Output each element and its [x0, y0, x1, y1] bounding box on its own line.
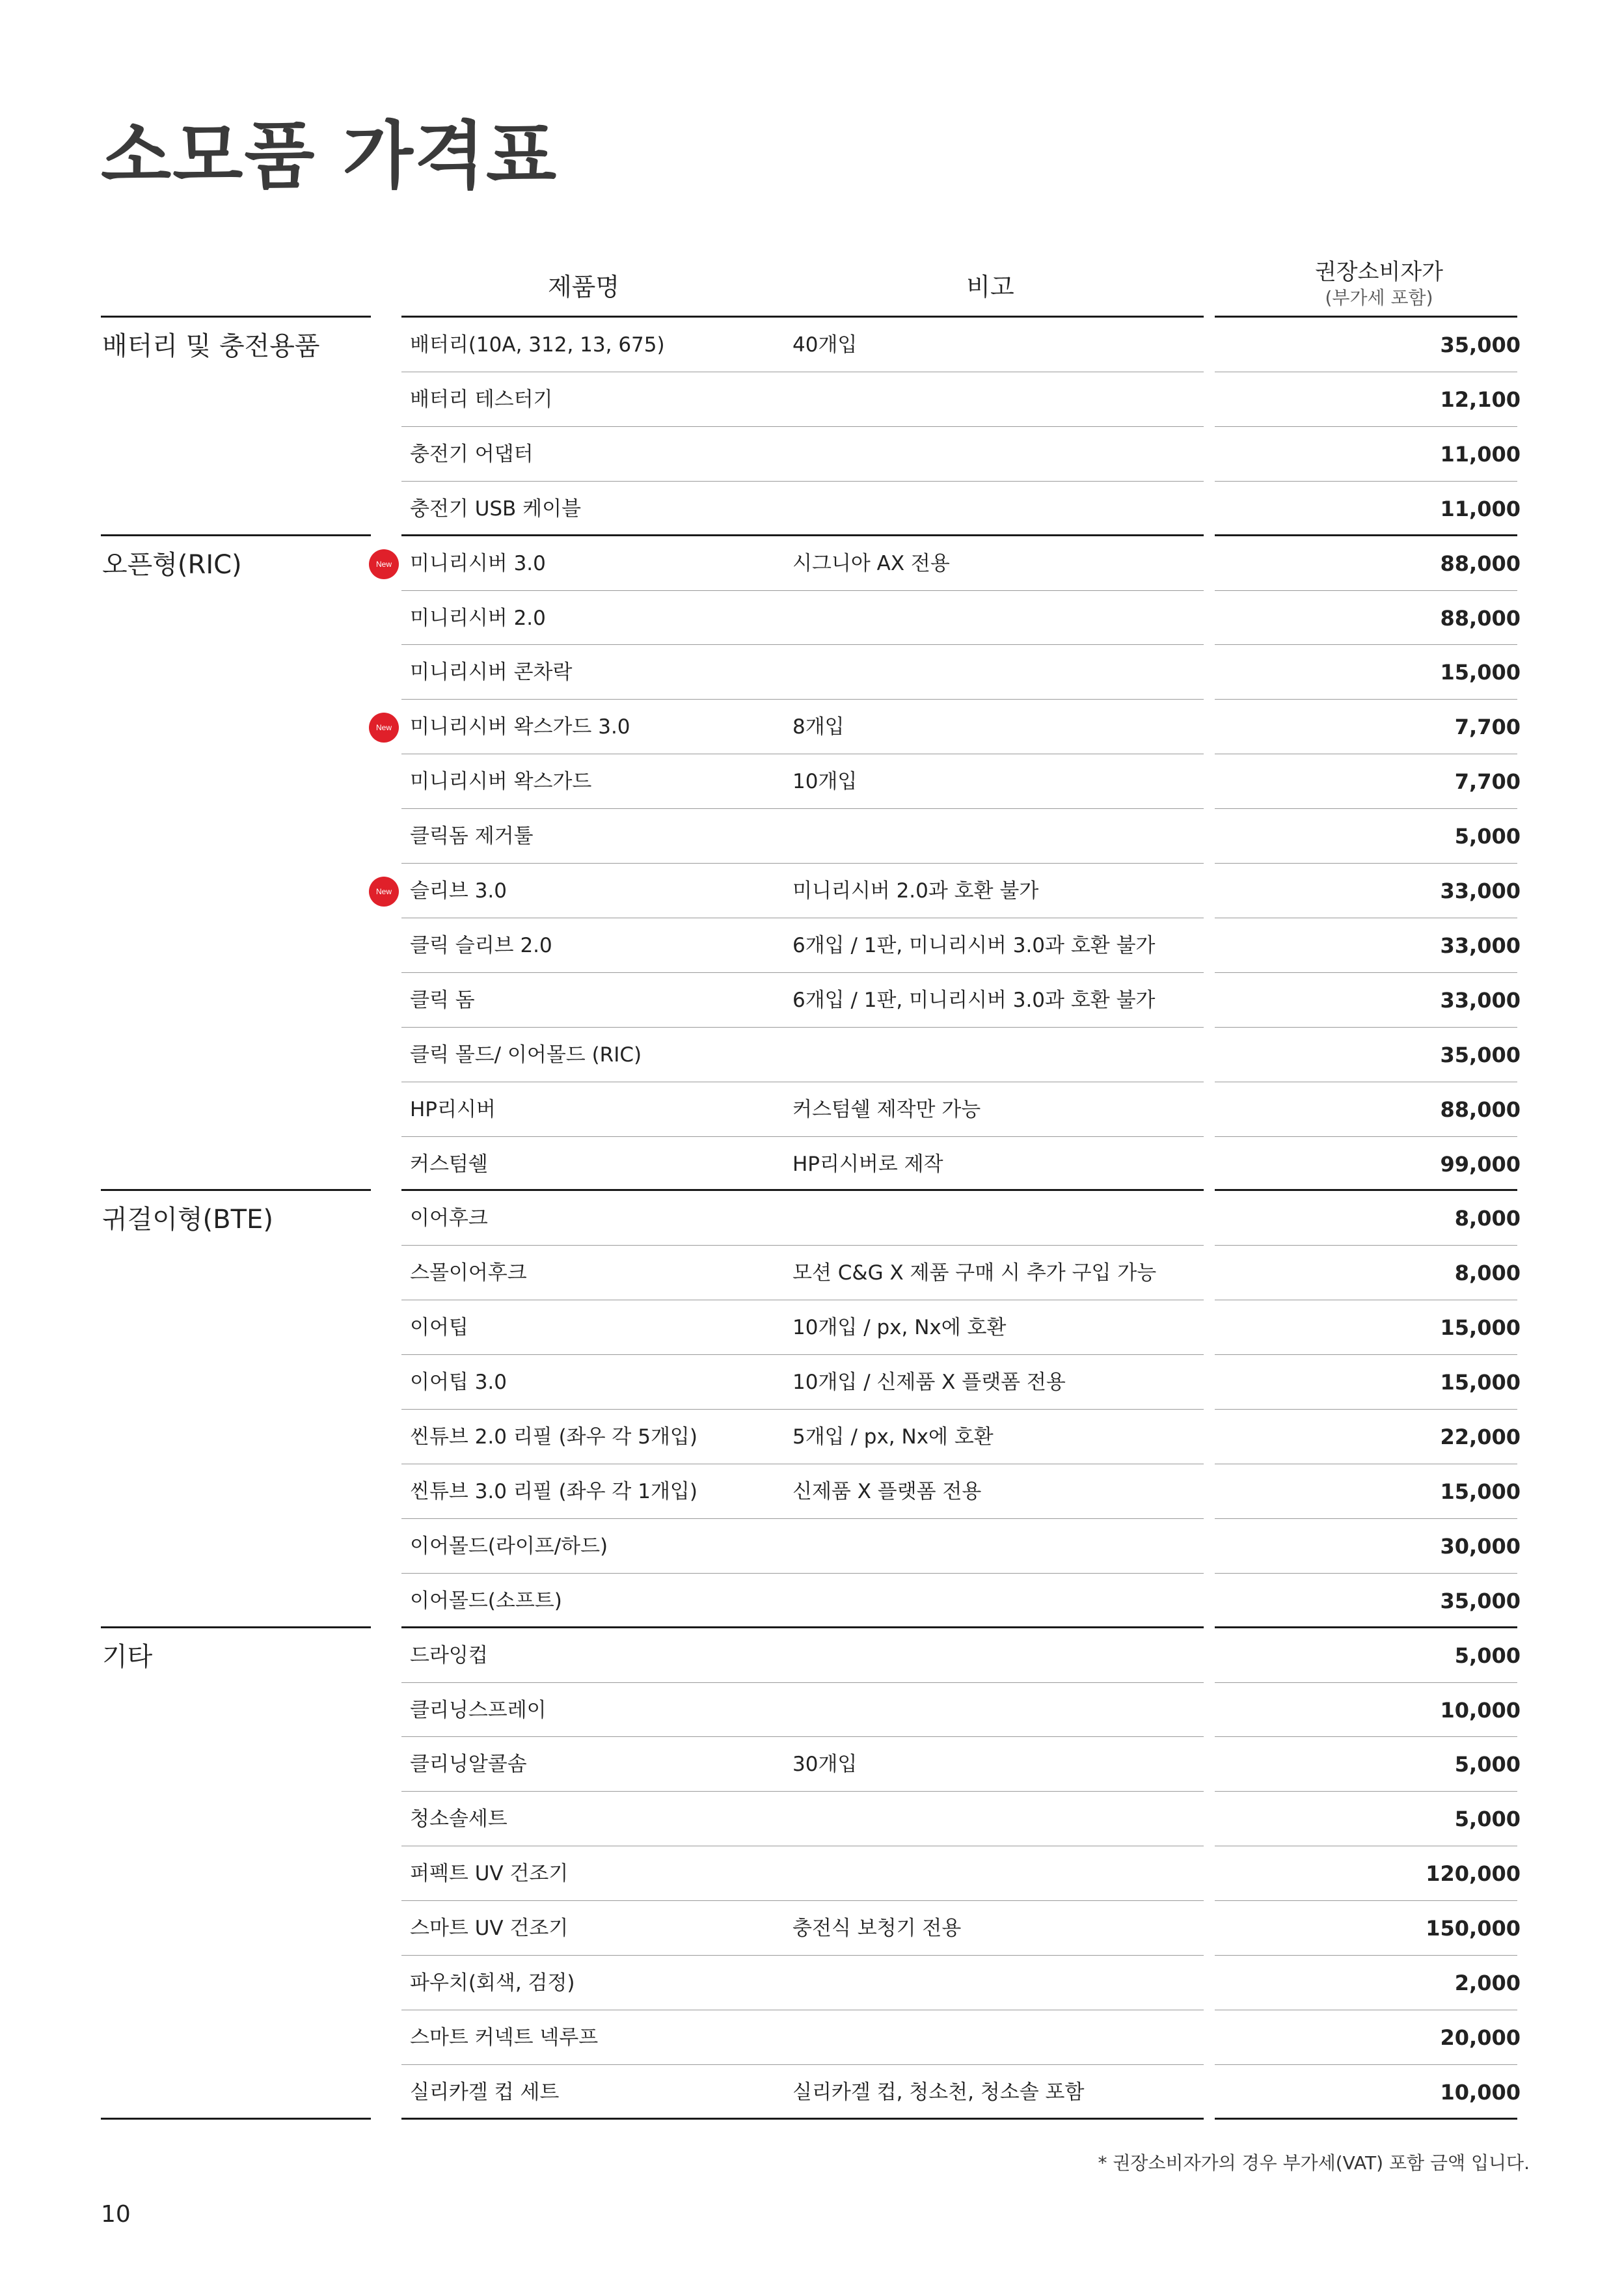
row-divider	[761, 1354, 1204, 1355]
product-price: 2,000	[1454, 1971, 1521, 1995]
row-divider	[1215, 481, 1517, 482]
row-divider	[1215, 1354, 1517, 1355]
section-divider	[1215, 1626, 1517, 1628]
row-divider	[1215, 426, 1517, 427]
product-note: 6개입 / 1판, 미니리시버 3.0과 호환 불가	[792, 988, 1156, 1012]
category-label: 귀걸이형(BTE)	[102, 1205, 273, 1235]
row-divider	[401, 808, 766, 809]
product-price: 150,000	[1426, 1916, 1521, 1941]
product-price: 20,000	[1440, 2025, 1521, 2050]
row-divider	[401, 1518, 766, 1519]
product-name: 파우치(회색, 검정)	[410, 1971, 575, 1995]
product-name: 이어후크	[410, 1207, 488, 1231]
product-name: 클릭 슬리브 2.0	[410, 933, 552, 957]
row-divider	[401, 644, 766, 645]
row-divider	[401, 1027, 766, 1028]
product-note: 10개입 / px, Nx에 호환	[792, 1316, 1007, 1340]
row-divider	[1215, 1955, 1517, 1956]
category-label: 오픈형(RIC)	[102, 549, 242, 580]
row-divider	[401, 1900, 766, 1901]
category-label: 기타	[102, 1641, 153, 1672]
product-price: 88,000	[1440, 1097, 1521, 1122]
row-divider	[761, 590, 1204, 591]
row-divider	[401, 699, 766, 700]
product-name: 충전기 어댑터	[410, 442, 534, 466]
product-name: 퍼펙트 UV 건조기	[410, 1862, 569, 1886]
product-note: 10개입 / 신제품 X 플랫폼 전용	[792, 1371, 1066, 1395]
category-divider	[101, 1189, 371, 1191]
product-name: 스마트 UV 건조기	[410, 1917, 569, 1941]
row-divider	[401, 426, 766, 427]
row-divider	[761, 1791, 1204, 1792]
new-badge: New	[369, 877, 399, 907]
header-product-name: 제품명	[547, 273, 620, 301]
product-name: 청소솔세트	[410, 1807, 508, 1831]
product-name: 클리닝스프레이	[410, 1698, 547, 1722]
row-divider	[1215, 1736, 1517, 1737]
row-divider	[1215, 699, 1517, 700]
header-divider	[401, 316, 766, 318]
page-number: 10	[101, 2201, 131, 2228]
row-divider	[401, 1136, 766, 1137]
row-divider	[1215, 1409, 1517, 1410]
product-price: 8,000	[1454, 1206, 1521, 1231]
row-divider	[401, 481, 766, 482]
row-divider	[1215, 972, 1517, 973]
table-bottom-divider	[761, 2118, 1204, 2120]
product-name: 슬리브 3.0	[410, 879, 507, 903]
product-price: 33,000	[1440, 933, 1521, 958]
row-divider	[761, 1900, 1204, 1901]
product-name: 이어팁 3.0	[410, 1371, 507, 1395]
product-name: HP리시버	[410, 1097, 496, 1121]
product-note: 미니리시버 2.0과 호환 불가	[792, 879, 1039, 903]
section-divider	[1215, 534, 1517, 536]
product-price: 22,000	[1440, 1425, 1521, 1449]
product-note: 실리카겔 컵, 청소천, 청소솔 포함	[792, 2080, 1085, 2104]
product-name: 배터리 테스터기	[410, 387, 553, 411]
product-name: 배터리(10A, 312, 13, 675)	[410, 333, 665, 357]
product-name: 미니리시버 콘차락	[410, 661, 573, 685]
product-note: HP리시버로 제작	[792, 1152, 943, 1176]
product-price: 5,000	[1454, 1807, 1521, 1832]
product-price: 30,000	[1440, 1533, 1521, 1559]
section-divider	[761, 1626, 1204, 1628]
product-price: 7,700	[1454, 769, 1521, 795]
row-divider	[761, 1682, 1204, 1683]
row-divider	[401, 863, 766, 864]
product-name: 이어몰드(소프트)	[410, 1589, 562, 1613]
row-divider	[761, 699, 1204, 700]
section-divider	[401, 1626, 766, 1628]
row-divider	[761, 808, 1204, 809]
row-divider	[401, 1573, 766, 1574]
product-name: 클릭돔 제거툴	[410, 825, 534, 849]
row-divider	[1215, 2064, 1517, 2065]
row-divider	[761, 1955, 1204, 1956]
product-name: 미니리시버 왁스가드 3.0	[410, 715, 630, 739]
row-divider	[761, 2064, 1204, 2065]
row-divider	[1215, 1573, 1517, 1574]
row-divider	[401, 1409, 766, 1410]
row-divider	[401, 972, 766, 973]
product-price: 15,000	[1440, 660, 1521, 685]
header-price-label: 권장소비자가	[1314, 259, 1444, 285]
row-divider	[401, 1682, 766, 1683]
product-price: 5,000	[1454, 824, 1521, 849]
row-divider	[761, 426, 1204, 427]
product-price: 33,000	[1440, 879, 1521, 903]
header-price	[1228, 259, 1530, 311]
product-note: 커스텀쉘 제작만 가능	[792, 1097, 981, 1121]
category-divider	[101, 316, 371, 318]
product-name: 드라잉컵	[410, 1643, 488, 1667]
product-price: 35,000	[1440, 1042, 1521, 1067]
product-name: 스몰이어후크	[410, 1261, 527, 1285]
section-divider	[401, 1189, 766, 1191]
row-divider	[401, 590, 766, 591]
section-divider	[761, 1189, 1204, 1191]
product-price: 5,000	[1454, 1643, 1521, 1668]
row-divider	[1215, 863, 1517, 864]
product-price: 15,000	[1440, 1479, 1521, 1504]
table-bottom-divider	[401, 2118, 766, 2120]
product-price: 99,000	[1440, 1151, 1521, 1177]
row-divider	[1215, 1900, 1517, 1901]
row-divider	[1215, 1518, 1517, 1519]
row-divider	[401, 1354, 766, 1355]
row-divider	[761, 1573, 1204, 1574]
footnote: * 권장소비자가의 경우 부가세(VAT) 포함 금액 입니다.	[1098, 2152, 1530, 2174]
row-divider	[761, 481, 1204, 482]
new-badge: New	[369, 549, 399, 579]
row-divider	[1215, 808, 1517, 809]
product-note: 시그니아 AX 전용	[792, 551, 950, 575]
product-price: 15,000	[1440, 1315, 1521, 1341]
row-divider	[1215, 590, 1517, 591]
product-price: 12,100	[1440, 387, 1521, 412]
product-note: 5개입 / px, Nx에 호환	[792, 1425, 994, 1449]
header-price-sub: (부가세 포함)	[1325, 287, 1433, 308]
row-divider	[401, 1245, 766, 1246]
product-price: 88,000	[1440, 605, 1521, 631]
product-price: 5,000	[1454, 1752, 1521, 1777]
product-name: 스마트 커넥트 넥루프	[410, 2025, 599, 2049]
row-divider	[1215, 1682, 1517, 1683]
row-divider	[761, 644, 1204, 645]
row-divider	[761, 972, 1204, 973]
product-price: 11,000	[1440, 496, 1521, 521]
row-divider	[1215, 1027, 1517, 1028]
row-divider	[761, 1136, 1204, 1137]
row-divider	[1215, 644, 1517, 645]
product-note: 8개입	[792, 715, 845, 739]
table-bottom-divider	[101, 2118, 371, 2120]
product-name: 미니리시버 2.0	[410, 606, 546, 630]
table-bottom-divider	[1215, 2118, 1517, 2120]
row-divider	[401, 1736, 766, 1737]
row-divider	[761, 1736, 1204, 1737]
product-name: 이어몰드(라이프/하드)	[410, 1534, 608, 1558]
product-price: 35,000	[1440, 1588, 1521, 1613]
product-note: 30개입	[792, 1753, 858, 1777]
row-divider	[761, 1409, 1204, 1410]
product-name: 씬튜브 3.0 리필 (좌우 각 1개입)	[410, 1479, 697, 1503]
product-note: 40개입	[792, 333, 858, 357]
row-divider	[761, 863, 1204, 864]
product-note: 10개입	[792, 770, 858, 794]
product-name: 미니리시버 3.0	[410, 551, 546, 575]
product-price: 11,000	[1440, 441, 1521, 467]
new-badge: New	[369, 713, 399, 743]
row-divider	[401, 1955, 766, 1956]
product-price: 8,000	[1454, 1261, 1521, 1286]
row-divider	[401, 2064, 766, 2065]
row-divider	[401, 1791, 766, 1792]
section-divider	[761, 534, 1204, 536]
header-note: 비고	[966, 273, 1014, 301]
product-price: 120,000	[1426, 1861, 1521, 1887]
product-name: 클릭 돔	[410, 988, 475, 1012]
product-name: 클리닝알콜솜	[410, 1753, 527, 1777]
product-note: 모션 C&G X 제품 구매 시 추가 구입 가능	[792, 1261, 1157, 1285]
row-divider	[761, 1027, 1204, 1028]
row-divider	[761, 1518, 1204, 1519]
product-name: 씬튜브 2.0 리필 (좌우 각 5개입)	[410, 1425, 697, 1449]
row-divider	[1215, 1136, 1517, 1137]
product-name: 클릭 몰드/ 이어몰드 (RIC)	[410, 1043, 642, 1067]
product-price: 10,000	[1440, 1697, 1521, 1723]
product-note: 충전식 보청기 전용	[792, 1917, 962, 1941]
product-price: 7,700	[1454, 715, 1521, 740]
header-divider	[761, 316, 1204, 318]
category-label: 배터리 및 충전용품	[102, 331, 320, 361]
section-divider	[1215, 1189, 1517, 1191]
row-divider	[1215, 1791, 1517, 1792]
product-price: 88,000	[1440, 551, 1521, 576]
category-divider	[101, 534, 371, 536]
category-divider	[101, 1626, 371, 1628]
product-name: 실리카겔 컵 세트	[410, 2080, 560, 2104]
product-price: 15,000	[1440, 1370, 1521, 1395]
product-note: 신제품 X 플랫폼 전용	[792, 1479, 982, 1503]
product-name: 미니리시버 왁스가드	[410, 770, 592, 794]
row-divider	[1215, 1245, 1517, 1246]
product-name: 이어팁	[410, 1316, 468, 1340]
product-name: 충전기 USB 케이블	[410, 497, 582, 521]
product-note: 6개입 / 1판, 미니리시버 3.0과 호환 불가	[792, 933, 1156, 957]
page-title: 소모품 가격표	[101, 114, 558, 198]
product-price: 33,000	[1440, 987, 1521, 1013]
product-price: 35,000	[1440, 333, 1521, 357]
product-name: 커스텀쉘	[410, 1152, 488, 1176]
row-divider	[761, 1245, 1204, 1246]
product-price: 10,000	[1440, 2079, 1521, 2105]
section-divider	[401, 534, 766, 536]
header-divider	[1215, 316, 1517, 318]
